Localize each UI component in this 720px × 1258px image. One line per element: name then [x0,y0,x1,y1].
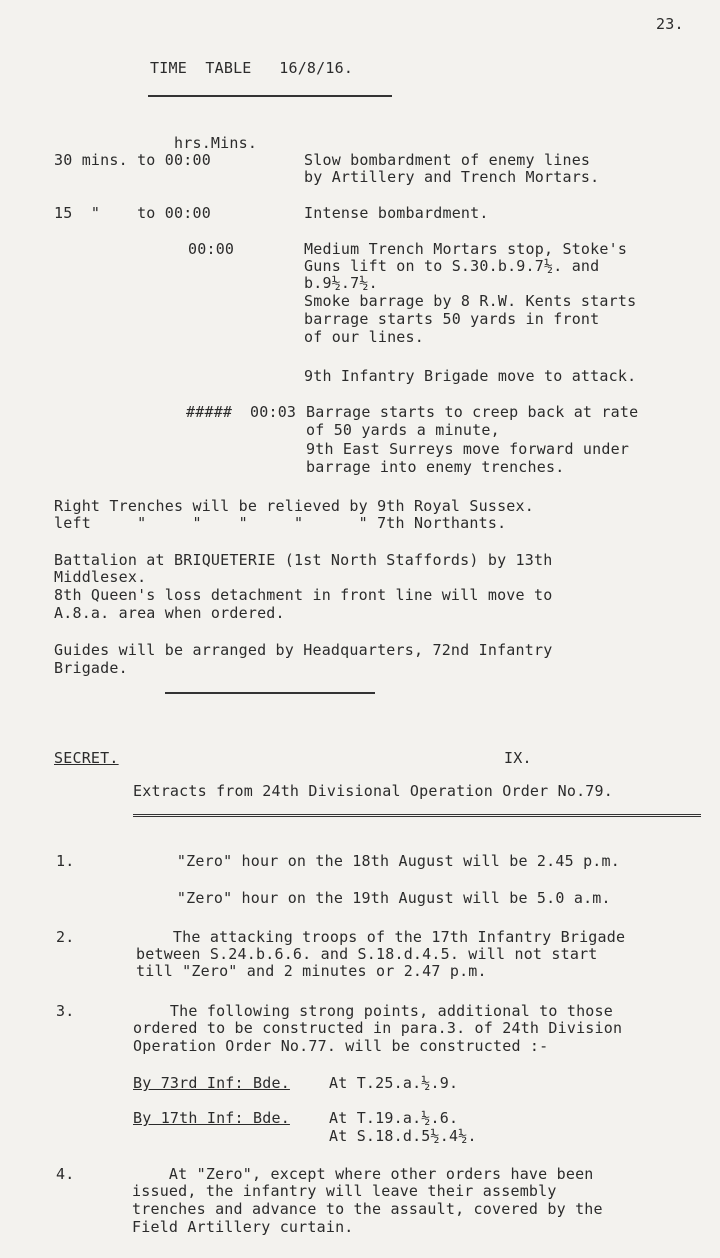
timetable-event-line: by Artillery and Trench Mortars. [304,168,600,186]
timetable-time: 00:00 [188,240,235,258]
timetable-event-line: of 50 yards a minute, [306,421,500,439]
strong-point-location: At S.18.d.5½.4½. [329,1127,477,1145]
strong-point-unit: By 73rd Inf: Bde. [133,1074,290,1092]
timetable-event-line: barrage into enemy trenches. [306,458,565,476]
timetable-event-line: of our lines. [304,328,424,346]
timetable-event-line: Slow bombardment of enemy lines [304,151,591,169]
timetable-event-line: 9th East Surreys move forward under [306,440,630,458]
struck-out-text: ##### [186,403,233,421]
timetable-event-line: Smoke barrage by 8 R.W. Kents starts [304,292,637,310]
timetable-event-line: Medium Trench Mortars stop, Stoke's [304,240,628,258]
battalion-line: A.8.a. area when ordered. [54,604,285,622]
timetable-time: 15 " to 00:00 [54,204,211,222]
order-heading: Extracts from 24th Divisional Operation Order No.79. [133,782,613,800]
timetable-event-line: barrage starts 50 yards in front [304,310,600,328]
paragraph-line: issued, the infantry will leave their assembly [132,1182,557,1200]
paragraph-number: 3. [56,1002,75,1020]
paragraph-line: "Zero" hour on the 18th August will be 2.45 p.m. [140,852,620,870]
timetable-event-line: Intense bombardment. [304,204,489,222]
guides-line: Guides will be arranged by Headquarters, 72nd Infantry [54,641,553,659]
paragraph-line: Field Artillery curtain. [132,1218,354,1236]
paragraph-line: between S.24.b.6.6. and S.18.d.4.5. will not start [136,945,598,963]
title-underline [148,95,392,97]
timetable-event-line: b.9½.7½. [304,274,378,292]
timetable-time: 30 mins. to 00:00 [54,151,211,169]
heading-underline [133,814,701,817]
paragraph-line: At "Zero", except where other orders have been [132,1165,594,1183]
paragraph-line: "Zero" hour on the 19th August will be 5.0 a.m. [140,889,611,907]
strong-point-unit: By 17th Inf: Bde. [133,1109,290,1127]
secret-label: SECRET. [54,749,119,767]
guides-line: Brigade. [54,659,128,677]
timetable-event-line: Barrage starts to creep back at rate [306,403,639,421]
timetable-time: 00:03 [250,403,297,421]
battalion-line: Middlesex. [54,568,147,586]
relief-line: left " " " " " 7th Northants. [54,514,507,532]
timetable-event-line: 9th Infantry Brigade move to attack. [304,367,637,385]
section-divider [165,692,375,694]
paragraph-line: The following strong points, additional to those [133,1002,613,1020]
timetable-event-line: Guns lift on to S.30.b.9.7½. and [304,257,600,275]
paragraph-number: 4. [56,1165,75,1183]
paragraph-line: ordered to be constructed in para.3. of 24th Division [133,1019,623,1037]
section-number: IX. [504,749,532,767]
strong-point-location: At T.19.a.½.6. [329,1109,459,1127]
timetable-header: hrs.Mins. [174,134,258,152]
paragraph-line: trenches and advance to the assault, covered by the [132,1200,603,1218]
battalion-line: Battalion at BRIQUETERIE (1st North Staffords) by 13th [54,551,553,569]
page-number: 23. [656,15,684,33]
battalion-line: 8th Queen's loss detachment in front line will move to [54,586,553,604]
paragraph-line: till "Zero" and 2 minutes or 2.47 p.m. [136,962,487,980]
paragraph-number: 1. [56,852,75,870]
paragraph-line: Operation Order No.77. will be constructed :- [133,1037,549,1055]
timetable-title: TIME TABLE 16/8/16. [150,59,354,77]
paragraph-line: The attacking troops of the 17th Infantry Brigade [136,928,626,946]
relief-line: Right Trenches will be relieved by 9th Royal Sussex. [54,497,534,515]
strong-point-location: At T.25.a.½.9. [329,1074,459,1092]
paragraph-number: 2. [56,928,75,946]
